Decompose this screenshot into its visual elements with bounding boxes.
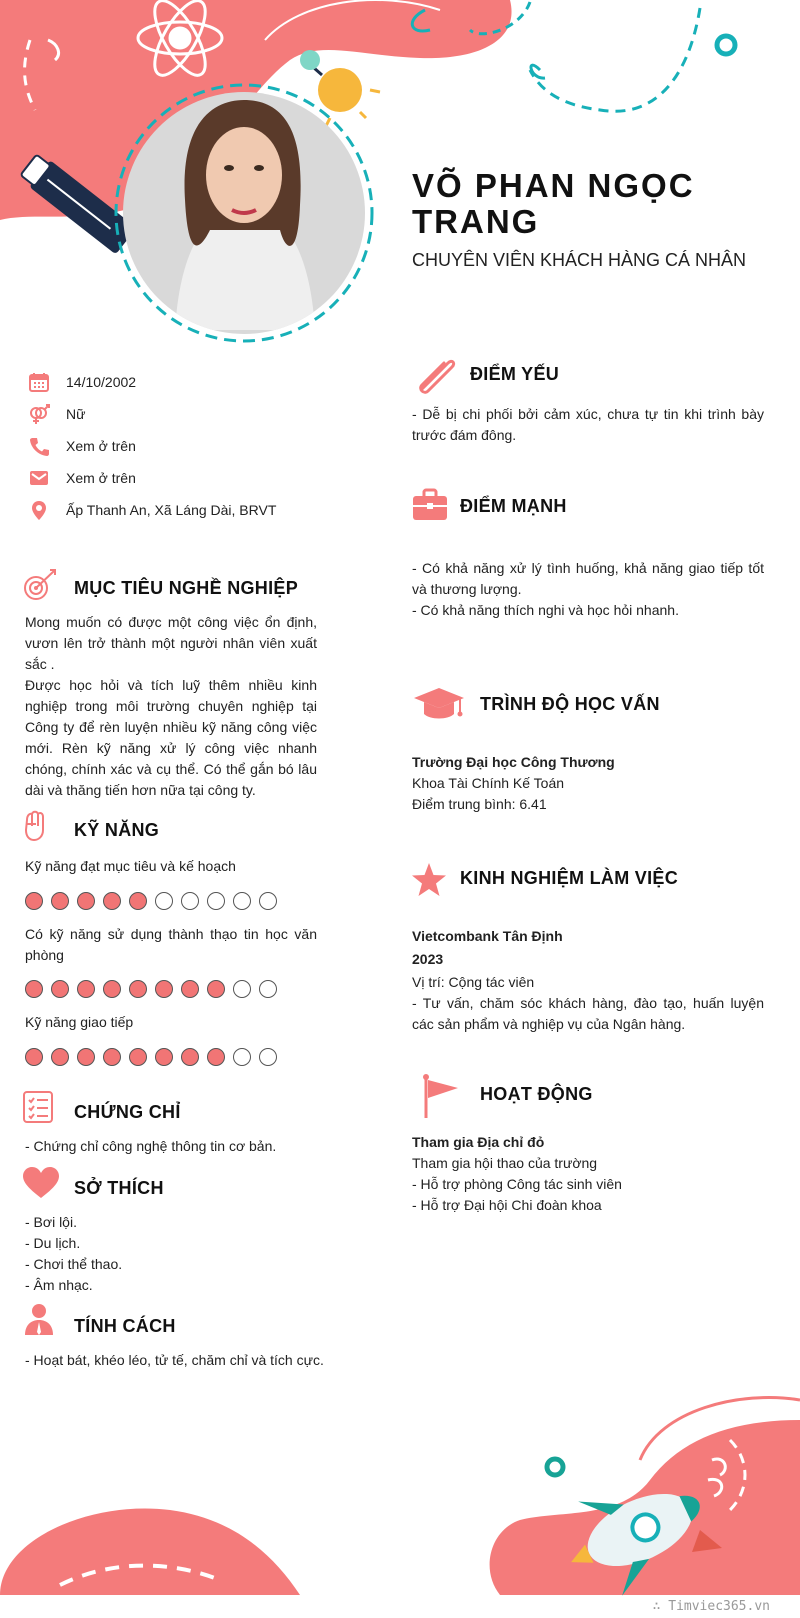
rating-dot-empty: [259, 892, 277, 910]
rating-dot-filled: [207, 980, 225, 998]
activity-org: Tham gia Địa chỉ đỏ: [412, 1134, 545, 1150]
address-row: [28, 498, 276, 522]
rating-dot-filled: [181, 1048, 199, 1066]
certificates-title: CHỨNG CHỈ: [74, 1102, 181, 1122]
rating-dot-filled: [155, 980, 173, 998]
birthday-row: [28, 370, 136, 394]
birthday-text: 14/10/2002: [66, 374, 137, 390]
strength-item: - Có khả năng xử lý tình huống, khả năng giao tiếp tốt và thương lượng.: [412, 560, 764, 597]
candidate-name: VÕ PHAN NGỌC TRANG: [412, 167, 695, 240]
skills-title: KỸ NĂNG: [74, 820, 160, 840]
calendar-icon: [28, 371, 50, 393]
activity-item: Tham gia hội thao của trường: [412, 1155, 598, 1171]
envelope-icon: [28, 467, 50, 489]
watermark: ∴ Timviec365.vn: [652, 1599, 770, 1614]
personality-text: - Hoạt bát, khéo léo, tử tế, chăm chỉ và tích cực.: [25, 1352, 324, 1368]
location-pin-icon: [28, 499, 50, 521]
footer-decoration: [0, 1380, 800, 1618]
rating-dot-filled: [181, 980, 199, 998]
personality-title: TÍNH CÁCH: [74, 1316, 176, 1336]
experience-position: Vị trí: Cộng tác viên: [412, 974, 535, 990]
rating-dot-filled: [103, 892, 121, 910]
education-title: TRÌNH ĐỘ HỌC VẤN: [480, 694, 660, 714]
job-title: CHUYÊN VIÊN KHÁCH HÀNG CÁ NHÂN: [412, 250, 747, 270]
briefcase-icon: [412, 488, 448, 522]
rating-dot-empty: [155, 892, 173, 910]
skill-label-1: Kỹ năng đạt mục tiêu và kế hoạch: [25, 858, 236, 874]
skill-rating-1: [25, 892, 277, 910]
checklist-icon: [22, 1090, 54, 1124]
activities-text: [412, 1132, 764, 1216]
rating-dot-filled: [129, 892, 147, 910]
activity-item: - Hỗ trợ phòng Công tác sinh viên: [412, 1176, 622, 1192]
weakness-text: - Dễ bị chi phối bởi cảm xúc, chưa tự tin khi trình bày trước đám đông.: [412, 406, 764, 443]
objective-paragraph-1: Mong muốn có được một công việc ổn định, vươn lên trở thành một người nhân viên xuất sắc .: [25, 614, 317, 672]
rating-dot-filled: [25, 980, 43, 998]
rating-dot-empty: [207, 892, 225, 910]
email-row: [28, 466, 136, 490]
hobby-item: - Chơi thể thao.: [25, 1256, 123, 1272]
hobby-item: - Bơi lội.: [25, 1214, 77, 1230]
gender-text: Nữ: [66, 406, 86, 422]
heart-icon: [22, 1166, 60, 1200]
skill-label-2: Có kỹ năng sử dụng thành thạo tin học văn phòng: [25, 926, 317, 963]
hobbies-title: SỞ THÍCH: [74, 1178, 164, 1198]
hobbies-list: [25, 1212, 315, 1296]
weakness-title: ĐIỂM YẾU: [470, 364, 560, 384]
education-text: [412, 752, 764, 815]
person-icon: [22, 1302, 56, 1336]
rating-dot-filled: [129, 980, 147, 998]
rating-dot-filled: [25, 1048, 43, 1066]
strengths-text: [412, 558, 764, 621]
activities-title: HOẠT ĐỘNG: [480, 1084, 593, 1104]
strength-item: - Có khả năng thích nghi và học hỏi nhanh.: [412, 602, 679, 618]
rating-dot-empty: [233, 1048, 251, 1066]
rating-dot-filled: [77, 892, 95, 910]
gender-row: [28, 402, 85, 426]
hobby-item: - Du lịch.: [25, 1235, 81, 1251]
faculty-name: Khoa Tài Chính Kế Toán: [412, 775, 565, 791]
experience-year: 2023: [412, 951, 444, 967]
rating-dot-filled: [51, 1048, 69, 1066]
skill-rating-3: [25, 1048, 277, 1066]
rating-dot-filled: [129, 1048, 147, 1066]
rating-dot-filled: [77, 980, 95, 998]
rating-dot-empty: [259, 980, 277, 998]
phone-icon: [28, 435, 50, 457]
rating-dot-empty: [181, 892, 199, 910]
address-text: Ấp Thanh An, Xã Láng Dài, BRVT: [66, 502, 277, 518]
activity-item: - Hỗ trợ Đại hội Chi đoàn khoa: [412, 1197, 602, 1213]
phone-text: Xem ở trên: [66, 438, 136, 454]
experience-description: - Tư vấn, chăm sóc khách hàng, đào tạo, huấn luyện các sản phẩm và nghiệp vụ của Ngân hàng.: [412, 995, 764, 1032]
flag-icon: [420, 1074, 462, 1120]
rating-dot-filled: [103, 1048, 121, 1066]
email-text: Xem ở trên: [66, 470, 136, 486]
rating-dot-empty: [233, 892, 251, 910]
certificates-text: - Chứng chỉ công nghệ thông tin cơ bản.: [25, 1138, 277, 1154]
rating-dot-filled: [155, 1048, 173, 1066]
rating-dot-filled: [25, 892, 43, 910]
experience-text: [412, 926, 764, 1035]
rating-dot-filled: [77, 1048, 95, 1066]
graduation-cap-icon: [412, 686, 466, 722]
phone-row: [28, 434, 136, 458]
strengths-title: ĐIỂM MẠNH: [460, 496, 567, 516]
experience-title: KINH NGHIỆM LÀM VIỆC: [460, 868, 679, 888]
rating-dot-filled: [51, 892, 69, 910]
paperclip-icon: [414, 355, 458, 395]
skill-label-3: Kỹ năng giao tiếp: [25, 1014, 134, 1030]
objective-title: MỤC TIÊU NGHỀ NGHIỆP: [74, 578, 299, 598]
rating-dot-empty: [233, 980, 251, 998]
rating-dot-filled: [103, 980, 121, 998]
rating-dot-filled: [207, 1048, 225, 1066]
fist-icon: [22, 808, 48, 842]
gpa-text: Điểm trung bình: 6.41: [412, 796, 547, 812]
rating-dot-empty: [259, 1048, 277, 1066]
school-name: Trường Đại học Công Thương: [412, 754, 615, 770]
rating-dot-filled: [51, 980, 69, 998]
objective-text: [25, 612, 317, 801]
objective-paragraph-2: Được học hỏi và tích luỹ thêm nhiều kinh nghiệp trong môi trường chuyên nghiệp tại Công ty để rèn luyện nhiều kỹ năng công việc mới. Rèn kỹ năng xử lý công việc nhanh chóng, chính xác và cụ thể. Có thể gắn bó lâu dài và thăng tiến hơn nữa tại công ty.: [25, 677, 317, 798]
gender-icon: [28, 403, 50, 425]
company-name: Vietcombank Tân Định: [412, 928, 563, 944]
skill-rating-2: [25, 980, 277, 998]
hobby-item: - Âm nhạc.: [25, 1277, 93, 1293]
star-icon: [410, 862, 448, 898]
target-icon: [22, 568, 58, 602]
